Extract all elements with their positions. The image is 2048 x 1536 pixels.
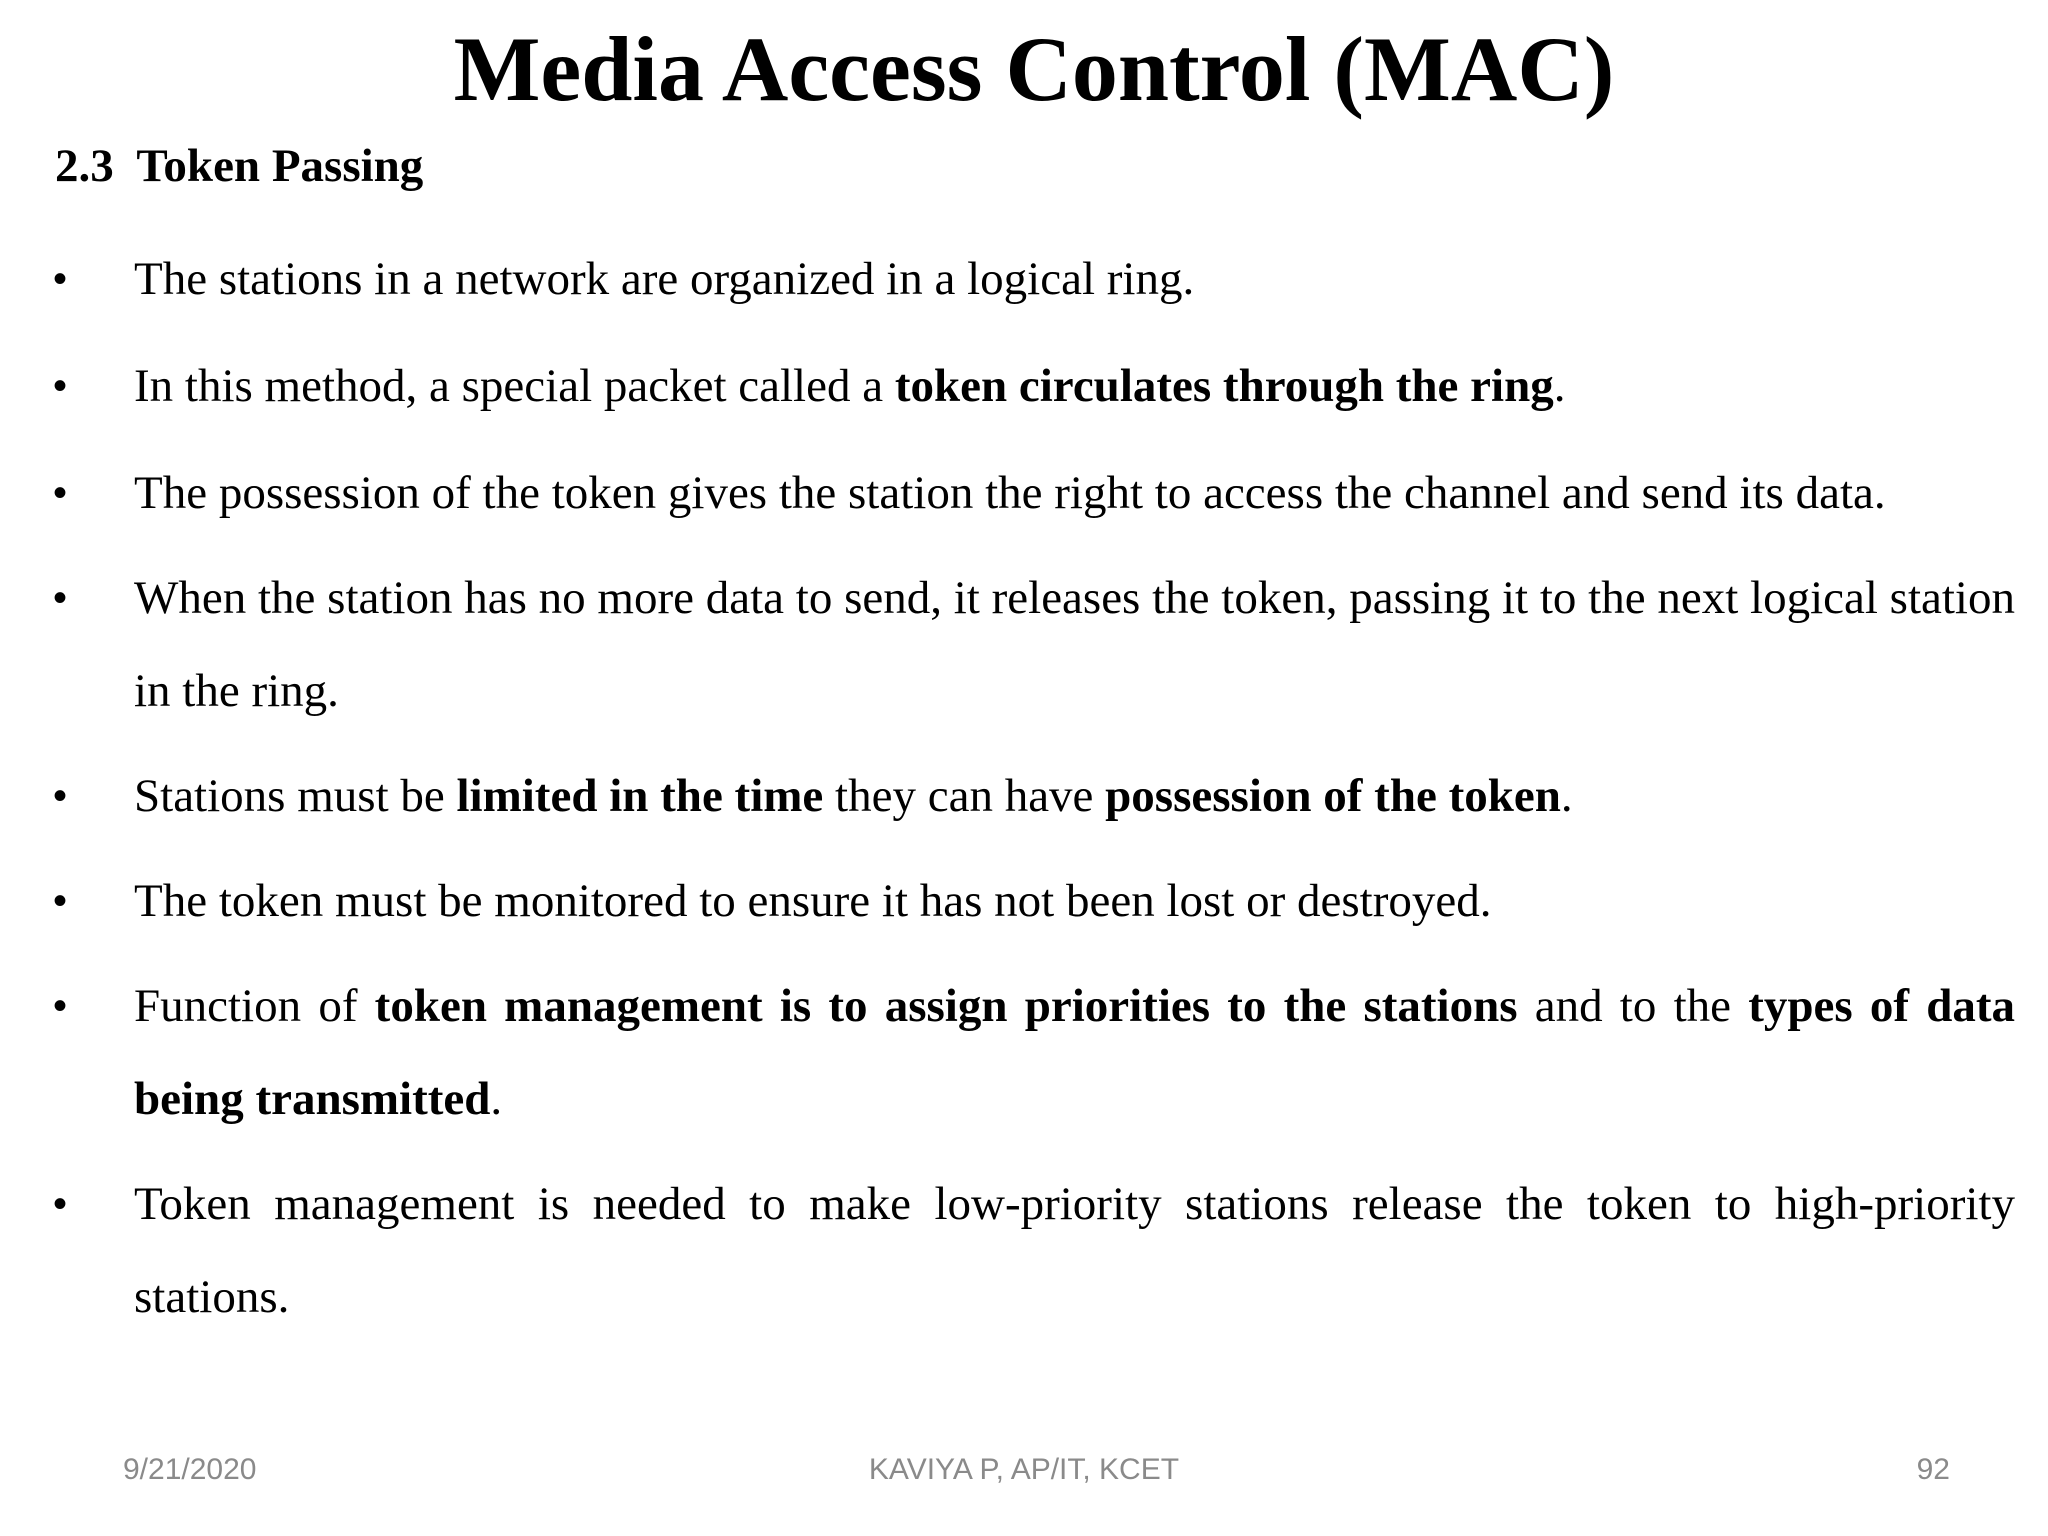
bullet-text-bold: limited in the time (456, 770, 824, 822)
footer-author: KAVIYA P, AP/IT, KCET (868, 1453, 1180, 1486)
bullet-symbol: • (53, 984, 68, 1028)
bullet-text: . (1560, 770, 1573, 822)
bullet-text: they can have (823, 770, 1106, 822)
bullet-text-bold: types of data being transmitted (134, 980, 2015, 1125)
bullet-item (0, 750, 2048, 843)
bullet-text: The possession of the token gives the station the right to access the channel and send its data. (134, 467, 1886, 519)
bullet-symbol: • (53, 364, 68, 408)
bullet-text: When the station has no more data to send, it releases the token, passing it to the next logical station in the ring. (134, 572, 2015, 717)
bullet-text: Function of (134, 980, 375, 1032)
footer-date: 9/21/2020 (123, 1453, 257, 1486)
bullet-item (0, 340, 2048, 433)
bullet-item (0, 855, 2048, 948)
bullet-item (0, 552, 2048, 738)
bullet-symbol: • (53, 774, 68, 818)
bullet-symbol: • (53, 257, 68, 301)
bullet-text-bold: possession of the token (1105, 770, 1561, 822)
bullet-text: In this method, a special packet called a (134, 360, 895, 412)
bullet-text: and to the (1517, 980, 1749, 1032)
section-heading: 2.3 Token Passing (55, 140, 424, 192)
slide-title: Media Access Control (MAC) (453, 18, 1615, 120)
bullet-text-bold: token management is to assign priorities to the stations (374, 980, 1518, 1032)
bullet-text: Token management is needed to make low-priority stations release the token to high-priority stations. (134, 1178, 2015, 1323)
bullet-text-bold: token circulates through the ring (894, 360, 1554, 412)
bullet-symbol: • (53, 471, 68, 515)
bullet-item (0, 960, 2048, 1146)
bullet-text: Stations must be (134, 770, 457, 822)
bullet-text: The token must be monitored to ensure it has not been lost or destroyed. (134, 875, 1492, 927)
bullet-symbol: • (53, 879, 68, 923)
footer-page-number: 92 (1916, 1453, 1950, 1486)
bullet-list (0, 233, 2048, 1344)
bullet-text: . (1553, 360, 1566, 412)
bullet-text: The stations in a network are organized in a logical ring. (134, 253, 1195, 305)
bullet-symbol: • (53, 576, 68, 620)
bullet-item (0, 1158, 2048, 1344)
bullet-item (0, 447, 2048, 540)
bullet-symbol: • (53, 1182, 68, 1226)
bullet-text: . (490, 1073, 503, 1125)
bullet-item (0, 233, 2048, 326)
